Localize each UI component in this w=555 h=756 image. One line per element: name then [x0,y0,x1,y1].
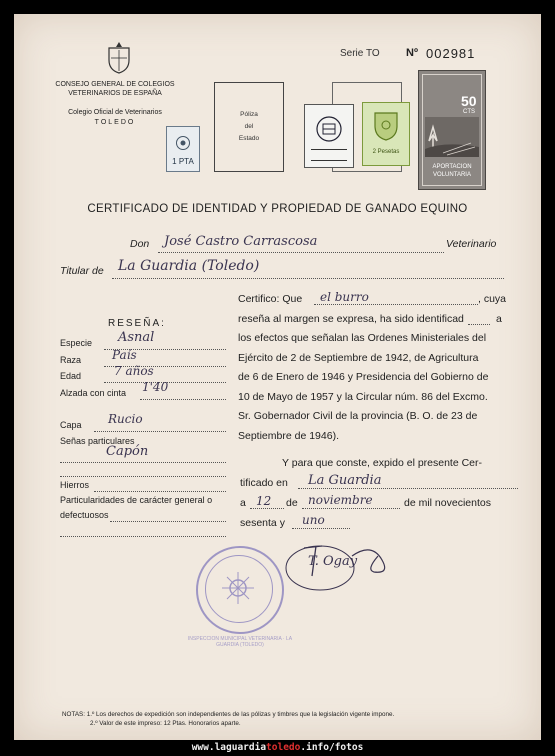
council-line-2: VETERINARIOS DE ESPAÑA [68,90,162,97]
year-value: uno [302,513,325,527]
certifico-suffix: , cuya [478,293,507,305]
certificate-paper [14,14,541,740]
white-fiscal-stamp [304,104,354,168]
capa-value: Rucio [108,412,143,426]
alzada-value: 1'40 [142,380,169,394]
certifico-text [238,290,538,446]
shield-icon [373,111,399,141]
particularidades-underline [110,521,226,522]
certifico-line-5: de 6 de Enero de 1946 y Presidencia del Gobierno de [238,371,489,383]
seal-text: INSPECCION MUNICIPAL VETERINARIA · LA GUARDIA (TOLEDO) [187,636,293,648]
hierros-label: Hierros [60,480,90,490]
particularidades-label-2: defectuosos [60,510,109,520]
date-line [240,494,530,514]
date-day: 12 [256,494,272,508]
poliza-box [214,82,284,172]
don-label: Don [130,238,150,250]
edad-label: Edad [60,371,82,381]
particularidades-label-1: Particularidades de carácter general o [60,495,213,505]
serie-label: Serie TO [340,48,380,59]
poliza-del-label: del [244,123,254,130]
alzada-label: Alzada con cinta [60,388,127,398]
municipal-seal [187,546,293,648]
college-heading [50,108,180,128]
particularidades-underline-2 [60,536,226,537]
capa-label: Capa [60,420,82,430]
big-stamp-value: 50 [461,93,477,109]
sunburst-icon [220,570,256,606]
number-label: Nº [406,47,418,59]
green-fiscal-stamp [362,102,410,166]
certifico-line-8: Septiembre de 1946). [238,429,339,442]
council-line-1: CONSEJO GENERAL DE COLEGIOS [55,81,175,88]
certificate-title: CERTIFICADO DE IDENTIDAD Y PROPIEDAD DE GANADO EQUINO [87,203,468,215]
titular-underline [112,278,504,279]
edad-value: 7 años [114,364,154,378]
college-city: TOLEDO [94,119,136,126]
college-line-1: Colegio Oficial de Veterinarios [68,109,162,116]
notes-line-2: 2.º Valor de este impreso: 12 Ptas. Honorarios aparte. [90,720,241,727]
stamp-text-band [311,149,347,161]
year-line [240,514,440,534]
raza-label: Raza [60,355,82,365]
notes-line-1: NOTAS: 1.º Los derechos de expedición son independientes de las pólizas y timbres que la legislación vigente impone. [62,711,395,718]
especie-value: Asnal [118,330,155,345]
certifico-line-2 [238,310,538,330]
senas-label: Señas particulares [60,436,135,446]
especie-label: Especie [60,338,93,348]
certifico-line-2-text: reseña al margen se expresa, ha sido identificad [238,312,464,325]
capa-underline [94,431,226,432]
senas-underline [60,462,226,463]
date-month: noviembre [308,493,373,507]
poliza-estado-label: Estado [238,135,260,142]
serial-number: 002981 [426,46,476,61]
resena-heading: RESEÑA: [108,318,166,329]
big-stamp-caption-2: VOLUNTARIA [433,172,471,178]
website-watermark[interactable] [0,742,555,753]
landscape-icon [425,117,479,157]
certifico-subject-underline [314,304,478,305]
coat-of-arms-icon [106,42,132,74]
constar-line-1: Y para que conste, expido el presente Cer- [282,457,483,469]
green-stamp-value: 2 Pesetas [372,149,400,155]
big-stamp-caption [419,163,485,179]
emblem-icon [175,135,191,151]
big-stamp-caption-1: APORTACION [432,164,472,170]
titular-label: Titular de [60,265,104,277]
aportacion-voluntaria-stamp [418,70,486,190]
constar-line-2 [240,474,520,494]
certifico-line-2-suffix: a [496,312,502,325]
hierros-underline [94,491,226,492]
don-value: José Castro Carrascosa [164,234,318,249]
veterinario-label: Veterinario [446,238,497,250]
big-stamp-unit: CTS [463,109,475,115]
certificado-en-label: tificado en [240,477,288,489]
seal-emblem-icon [315,115,343,143]
certifico-line-4: Ejército de 2 de Septiembre de 1942, de Agricultura [238,351,479,364]
raza-value: País [112,348,137,362]
poliza-label: Póliza [240,111,258,118]
year-prefix: sesenta y [240,517,285,529]
poliza-box-text [215,109,283,145]
certifico-line-1 [238,290,538,310]
date-suffix: de mil novecientos [404,497,491,509]
senas-value: Capón [106,444,149,459]
one-peseta-value: 1 PTA [172,157,194,166]
identificad-underline [468,324,490,325]
url-part-c: .info/fotos [300,742,364,753]
alzada-underline [140,399,226,400]
certifico-line-7: Sr. Gobernador Civil de la provincia (B. O. de 23 de [238,410,478,422]
place-value: La Guardia [308,473,382,488]
certifico-line-3: los efectos que señalan las Ordenes Ministeriales del [238,332,487,344]
certifico-prefix: Certifico: Que [238,293,303,305]
url-part-b: toledo [266,742,301,753]
signature-text: T. Ogay [308,554,358,569]
one-peseta-stamp [166,126,200,172]
date-a-label: a [240,497,246,509]
blank-underline [60,476,226,477]
don-underline [158,252,444,253]
titular-value: La Guardia (Toledo) [118,258,260,274]
date-de-label: de [286,497,298,509]
council-heading [50,80,180,98]
certifico-subject: el burro [320,290,369,304]
certifico-line-6: 10 de Mayo de 1957 y la Circular núm. 86 del Excmo. [238,390,488,403]
url-part-a: www.laguardia [191,742,267,753]
